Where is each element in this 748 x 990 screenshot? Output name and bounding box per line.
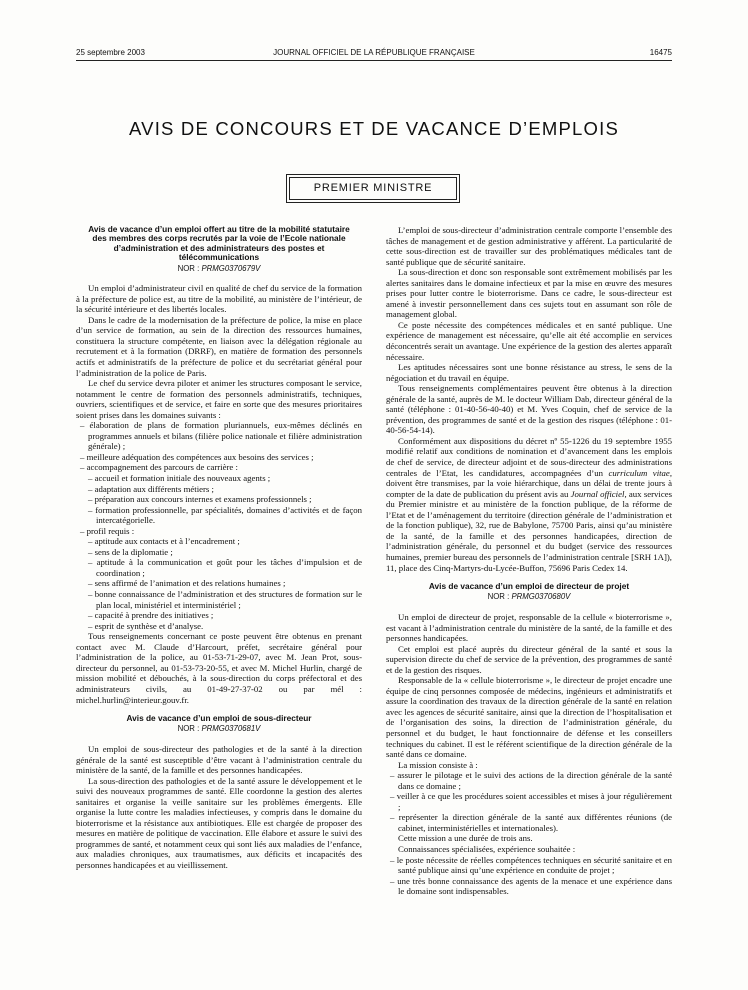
- list-item: – esprit de synthèse et d’analyse.: [76, 621, 362, 632]
- nor-label: NOR :: [487, 592, 512, 602]
- paragraph: Responsable de la « cellule bioterrorisme », le directeur de projet encadre une équipe de cinq personnes composée de médecins, ingénieurs et administratifs et assure la coordination des travaux de la direction générale de la santé en relation avec les agences de sécurité sanitaire, ainsi que la direction de l’hospitalisation et de l’organisation des soins, la direction de l’administration générale, du personnel et du budget, le haut fonctionnaire de défense et les conseillers techniques du cabinet. Il est le référent scientifique de la direction générale de la santé dans ce domaine.: [386, 675, 672, 760]
- notice-title-mobility: Avis de vacance d’un emploi offert au titre de la mobilité statutaire des membres des corps recrutés par la voie de l’Ecole nationale d’administration et des administrateurs des postes et télécommunications: [88, 224, 350, 263]
- issue-date: 25 septembre 2003: [76, 48, 145, 57]
- paragraph: [386, 436, 672, 573]
- paragraph: Un emploi d’administrateur civil en qualité de chef du service de la formation à la préfecture de police est, au titre de la mobilité, au ministère de l’intérieur, de la sécurité intérieure et des libertés locales.: [76, 283, 362, 315]
- list-item: – élaboration de plans de formation pluriannuels, eux-mêmes déclinés en programmes annuels et bilans (filière police nationale et filière administration générale) ;: [76, 420, 362, 452]
- text-run: Conformément aux dispositions du décret nº 55-1226 du 19 septembre 1955 modifié relatif aux conditions de nomination et d’avancement dans les emplois de chef de service, de directeur adjoint et de sous-directeur des administrations centrales de l’Etat, les candidatures, accompagnées d’un: [386, 435, 672, 478]
- list-item: – capacité à prendre des initiatives ;: [76, 610, 362, 621]
- nor-code: PRMG0370681V: [201, 724, 261, 734]
- nor-code: PRMG0370680V: [511, 592, 571, 602]
- paragraph: Ce poste nécessite des compétences médicales et en santé publique. Une expérience de management est nécessaire, qu’elle ait été accomplie en services déconcentrés serait un avantage. Une expérience de la gestion des alertes apparaît nécessaire.: [386, 319, 672, 362]
- list-item: – sens de la diplomatie ;: [76, 547, 362, 558]
- paragraph: Cet emploi est placé auprès du directeur général de la santé et sous la supervision directe du chef de service de la prévention, des programmes de santé et de la gestion des risques.: [386, 643, 672, 675]
- list-item: – meilleure adéquation des compétences aux besoins des services ;: [76, 452, 362, 463]
- nor-reference: [386, 592, 672, 603]
- text-run-italic: curriculum vitae: [608, 467, 670, 478]
- notice-title-subdirector: Avis de vacance d’un emploi de sous-directeur: [126, 713, 312, 724]
- list-item: – bonne connaissance de l’administration et des structures de formation sur le plan local, ministériel et interministériel ;: [76, 589, 362, 610]
- list-item: – veiller à ce que les procédures soient accessibles et mises à jour régulièrement ;: [386, 791, 672, 812]
- paragraph: Tous renseignements concernant ce poste peuvent être obtenus en prenant contact avec M. Claude d’Harcourt, préfet, secrétaire général pour l’administration de la police, au 01-53-71-29-07, avec M. Jean Prot, sous-directeur du personnel, au 01-53-73-20-55, et avec M. Michel Hurlin, chargé de mission mobilité et débouchés, à la sous-direction du corps préfectoral et des administrateurs civils, au 01-49-27-37-02 ou par mél : michel.hurlin@interieur.gouv.fr.: [76, 631, 362, 705]
- domain-list: [76, 420, 362, 473]
- paragraph: La sous-direction et donc son responsable sont extrêmement mobilisés par les alertes sanitaires dans le domaine infectieux et par la mise en œuvre des mesures prises pour lutter contre le bioterrorisme. Dans ce cadre, le sous-directeur est amené à investir personnellement dans ces sujets tout en assumant son rôle de management global.: [386, 267, 672, 320]
- text-run: , aux services du Premier ministre et au ministère de la fonction publique, de la réforme de l’Etat et de l’aménagement du territoire (direction générale de l’administration et de la fonction publique), 32, rue de Babylone, 75700 Paris, ainsi qu’au ministère de la santé, de la famille et des personnes handicapées, direction de l’administration générale, du personnel et du budget (service des ressources humaines, premier bureau des personnels de l’administration centrale [SRH 1A]), 11, place des Cinq-Martyrs-du-Lycée-Buffon, 75696 Paris Cedex 14.: [386, 488, 672, 573]
- paragraph: L’emploi de sous-directeur d’administration centrale comporte l’ensemble des tâches de management et de gestion administrative y afférent. La particularité de cette sous-direction est de travailler sur des problématiques médicales tant de santé publique que de sécurité sanitaire.: [386, 225, 672, 267]
- list-item: – représenter la direction générale de la santé aux différentes réunions (de cabinet, interministérielles et internationales).: [386, 812, 672, 833]
- journal-name: JOURNAL OFFICIEL DE LA RÉPUBLIQUE FRANÇAISE: [273, 48, 475, 57]
- career-list: [76, 473, 362, 526]
- notice-title-project-director: Avis de vacance d’un emploi de directeur de projet: [428, 581, 630, 592]
- list-item: – le poste nécessite de réelles compétences techniques en sécurité sanitaire et en santé publique ainsi qu’une expérience en conduite de projet ;: [386, 855, 672, 876]
- list-item: – sens affirmé de l’animation et des relations humaines ;: [76, 578, 362, 589]
- header-rule: [76, 60, 672, 61]
- text-run-italic: Journal officiel: [570, 488, 625, 499]
- list-item: – accompagnement des parcours de carrière :: [76, 462, 362, 473]
- paragraph: La mission consiste à :: [398, 759, 478, 770]
- paragraph: Tous renseignements complémentaires peuvent être obtenus à la direction générale de la santé, auprès de M. le docteur William Dab, directeur général de la santé (téléphone : 01-40-56-40-40) et M. Yves Coquin, chef de service de la prévention, des programmes de santé et de la gestion des risques (téléphone : 01-40-56-54-14).: [386, 383, 672, 436]
- list-item: – préparation aux concours internes et examens professionnels ;: [76, 494, 362, 505]
- text-run: , doivent être transmises, par la voie hiérarchique, dans un délai de trente jours à compter de la date de publication du présent avis au: [386, 467, 672, 499]
- paragraph: Cette mission a une durée de trois ans.: [398, 833, 533, 844]
- nor-label: NOR :: [177, 724, 202, 734]
- left-column: [76, 225, 362, 871]
- nor-code: PRMG0370679V: [201, 263, 261, 273]
- page-number: 16475: [649, 48, 672, 57]
- list-item: – profil requis :: [76, 526, 362, 537]
- list-item: – adaptation aux différents métiers ;: [76, 484, 362, 495]
- mission-list: [386, 770, 672, 833]
- list-item: – accueil et formation initiale des nouveaux agents ;: [76, 473, 362, 484]
- nor-reference: [76, 264, 362, 275]
- paragraph: La sous-direction des pathologies et de la santé assure le développement et le suivi des nouveaux programmes de santé. Elle coordonne la gestion des alertes sanitaires et organise la veille sanitaire sur les problèmes émergents. Elle organise la lutte contre les maladies infectieuses, y compris dans le domaine du bioterrorisme et la résistance aux antibiotiques. Elle est chargée de proposer des mesures en matière de politique de vaccination. Elle élabore et assure le suivi des programmes de santé, et notamment ceux qui sont liés aux maladies de l’enfance, aux maladies chroniques, aux traumatismes, aux déficits et incapacités des personnes handicapées et au vieillissement.: [76, 775, 362, 871]
- paragraph: Le chef du service devra piloter et animer les structures composant le service, notamment le centre de formation des personnels administratifs, techniques, ouvriers, scientifiques et de service, et faire en sorte que des mesures prioritaires soient prises dans les domaines suivants :: [76, 378, 362, 420]
- nor-label: NOR :: [177, 263, 202, 273]
- nor-reference: [76, 724, 362, 735]
- paragraph: Connaissances spécialisées, expérience souhaitée :: [398, 844, 576, 855]
- paragraph: Les aptitudes nécessaires sont une bonne résistance au stress, le sens de la négociation et du travail en équipe.: [386, 362, 672, 383]
- skills-list: [386, 855, 672, 897]
- paragraph: Dans le cadre de la modernisation de la préfecture de police, la mise en place d’un service de formation, au sein de la direction des ressources humaines, constituera la structure compétente, en liaison avec la délégation régionale au recrutement et à la formation (DRRF), en matière de formation des personnels actifs et administratifs de la préfecture de police et du secrétariat général pour l’administration de la police de Paris.: [76, 314, 362, 378]
- paragraph: Un emploi de sous-directeur des pathologies et de la santé à la direction générale de la santé est susceptible d’être vacant à l’administration centrale du ministère de la santé, de la famille et des personnes handicapées.: [76, 744, 362, 776]
- right-column: [386, 225, 672, 897]
- profile-heading-list: [76, 526, 362, 537]
- section-heading: PREMIER MINISTRE: [289, 177, 457, 200]
- page-title: AVIS DE CONCOURS ET DE VACANCE D’EMPLOIS: [128, 118, 620, 139]
- paragraph: Un emploi de directeur de projet, responsable de la cellule « bioterrorisme », est vacant à l’administration centrale du ministère de la santé, de la famille et des personnes handicapées.: [386, 612, 672, 644]
- list-item: – aptitude à la communication et goût pour les tâches d’impulsion et de coordination ;: [76, 557, 362, 578]
- list-item: – aptitude aux contacts et à l’encadrement ;: [76, 536, 362, 547]
- list-item: – une très bonne connaissance des agents de la menace et une expérience dans le domaine sont indispensables.: [386, 876, 672, 897]
- list-item: – assurer le pilotage et le suivi des actions de la direction générale de la santé dans ce domaine ;: [386, 770, 672, 791]
- profile-list: [76, 536, 362, 631]
- list-item: – formation professionnelle, par spécialités, domaines d’activités et de façon intercatégorielle.: [76, 505, 362, 526]
